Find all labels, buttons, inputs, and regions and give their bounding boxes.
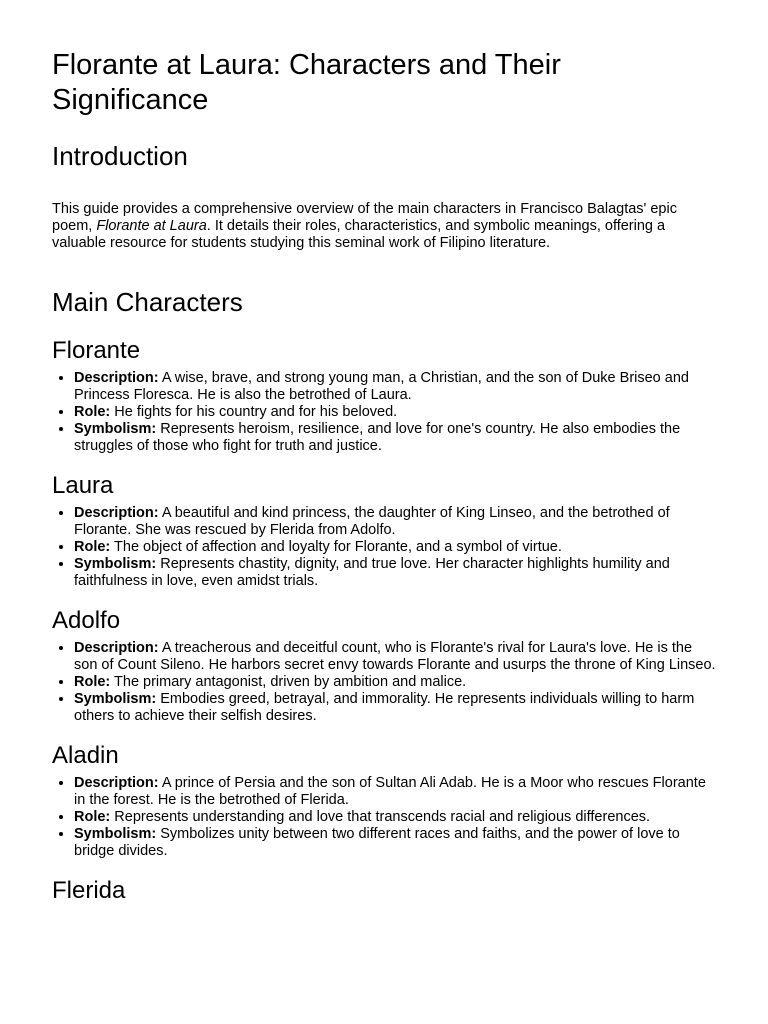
item-label: Description: (74, 640, 159, 656)
item-label: Role: (74, 674, 111, 690)
item-text: The primary antagonist, driven by ambition and malice. (110, 674, 467, 690)
list-item (74, 421, 716, 455)
character-name: Laura (52, 472, 114, 499)
introduction-paragraph (52, 201, 716, 252)
item-label: Description: (74, 775, 159, 791)
item-text: A prince of Persia and the son of Sultan Ali Adab. He is a Moor who rescues Florante in the forest. He is the betrothed of Flerida. (74, 775, 706, 808)
item-text: Represents chastity, dignity, and true love. Her character highlights humility and faithfulness in love, even amidst trials. (74, 556, 670, 589)
character-section-aladin (52, 741, 716, 860)
list-item (74, 556, 716, 590)
list-item (74, 505, 716, 539)
list-item (74, 826, 716, 860)
introduction-heading: Introduction (52, 141, 188, 171)
item-text: Represents understanding and love that transcends racial and religious differences. (110, 809, 651, 825)
item-text: Represents heroism, resilience, and love for one's country. He also embodies the struggles of those who fight for truth and justice. (74, 421, 681, 454)
list-item (74, 775, 716, 809)
item-text: A wise, brave, and strong young man, a Christian, and the son of Duke Briseo and Princess Floresca. He is also the betrothed of Laura. (74, 370, 689, 403)
item-text: Embodies greed, betrayal, and immorality. He represents individuals willing to harm others to achieve their selfish desires. (74, 691, 695, 724)
character-section-florante (52, 336, 716, 455)
character-section-adolfo (52, 606, 716, 725)
character-details-list (52, 505, 716, 590)
introduction-text-after: . It details their roles, characteristics, and symbolic meanings, offering a valuable resource for students studying this seminal work of Filipino literature. (52, 218, 666, 251)
character-details-list (52, 370, 716, 455)
list-item (74, 809, 716, 826)
item-text: He fights for his country and for his beloved. (110, 404, 398, 420)
list-item (74, 674, 716, 691)
item-text: A treacherous and deceitful count, who is Florante's rival for Laura's love. He is the son of Count Sileno. He harbors secret envy towards Florante and usurps the throne of King Linseo. (74, 640, 716, 673)
page-title: Florante at Laura: Characters and Their Significance (52, 49, 561, 116)
character-details-list (52, 640, 716, 725)
list-item (74, 539, 716, 556)
item-label: Role: (74, 539, 111, 555)
list-item (74, 370, 716, 404)
item-label: Symbolism: (74, 826, 157, 842)
character-section-flerida (52, 876, 716, 906)
item-label: Description: (74, 370, 159, 386)
item-label: Role: (74, 404, 111, 420)
character-details-list (52, 775, 716, 860)
item-text: The object of affection and loyalty for Florante, and a symbol of virtue. (110, 539, 562, 555)
item-label: Symbolism: (74, 556, 157, 572)
item-label: Symbolism: (74, 691, 157, 707)
list-item (74, 691, 716, 725)
item-label: Description: (74, 505, 159, 521)
item-text: A beautiful and kind princess, the daughter of King Linseo, and the betrothed of Florante. She was rescued by Flerida from Adolfo. (74, 505, 670, 538)
character-section-laura (52, 471, 716, 590)
character-name: Florante (52, 337, 141, 364)
item-label: Role: (74, 809, 111, 825)
list-item (74, 404, 716, 421)
introduction-text-before: This guide provides a comprehensive overview of the main characters in Francisco Balagtas' epic poem, (52, 201, 677, 234)
character-name: Adolfo (52, 607, 121, 634)
character-name: Aladin (52, 742, 119, 769)
list-item (74, 640, 716, 674)
item-label: Symbolism: (74, 421, 157, 437)
introduction-text-italic: Florante at Laura (96, 218, 207, 234)
main-characters-heading: Main Characters (52, 287, 243, 317)
character-name: Flerida (52, 877, 126, 904)
item-text: Symbolizes unity between two different races and faiths, and the power of love to bridge divides. (74, 826, 680, 859)
